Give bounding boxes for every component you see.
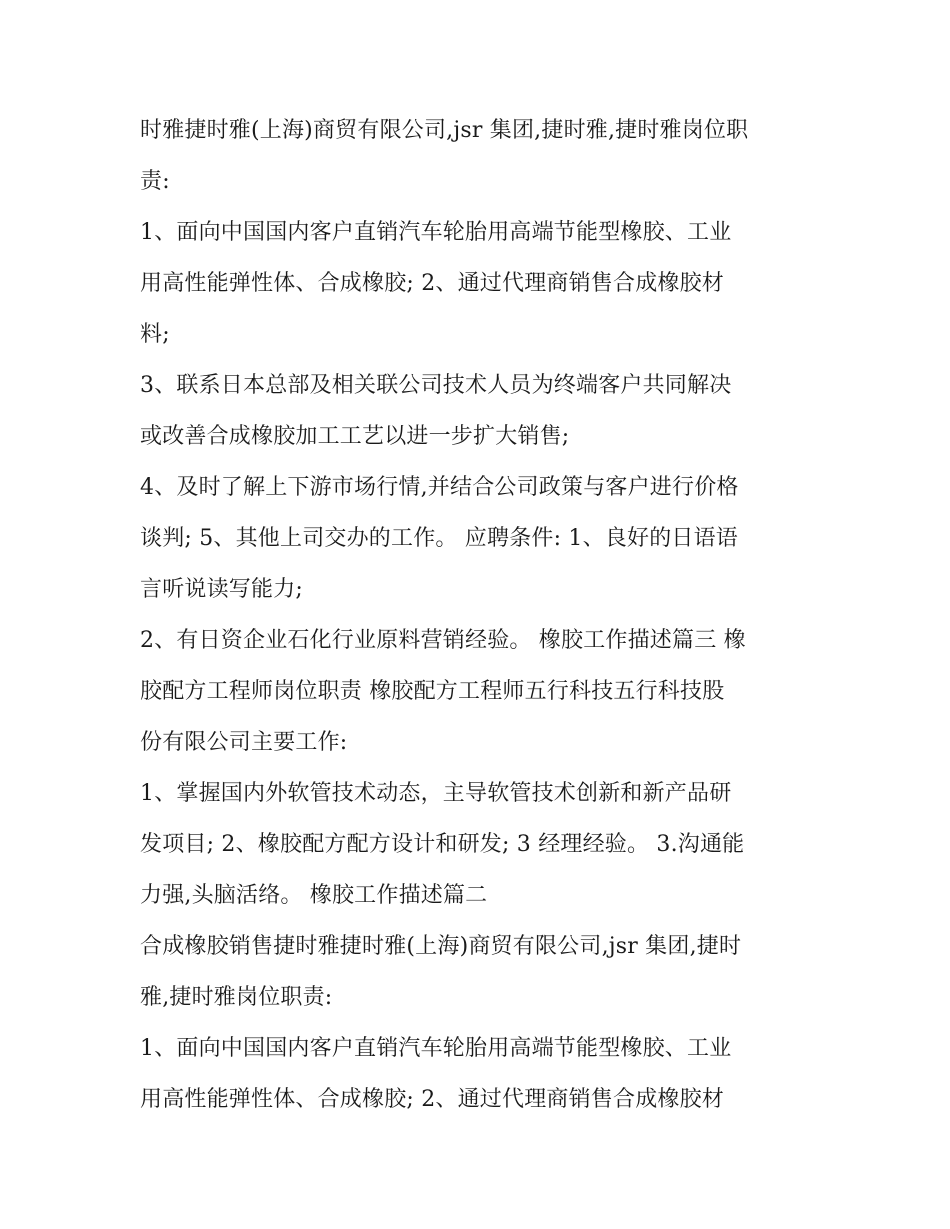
text-line: 发项目; 2、橡胶配方配方设计和研发; 3 经理经验。 3.沟通能: [140, 832, 745, 857]
text-line: 合成橡胶销售捷时雅捷时雅(上海)商贸有限公司,jsr 集团,捷时: [140, 934, 742, 959]
text-line: 1、掌握国内外软管技术动态，主导软管技术创新和新产品研: [140, 781, 732, 806]
text-line: 力强,头脑活络。 橡胶工作描述篇二: [140, 883, 488, 908]
text-line: 3、联系日本总部及相关联公司技术人员为终端客户共同解决: [140, 373, 732, 398]
text-line: 用高性能弹性体、合成橡胶; 2、通过代理商销售合成橡胶材: [140, 271, 725, 296]
text-line: 1、面向中国国内客户直销汽车轮胎用高端节能型橡胶、工业: [140, 220, 732, 245]
text-line: 胶配方工程师岗位职责 橡胶配方工程师五行科技五行科技股: [140, 679, 725, 704]
text-line: 谈判; 5、其他上司交办的工作。 应聘条件: 1、良好的日语语: [140, 526, 738, 551]
text-line: 或改善合成橡胶加工工艺以进一步扩大销售;: [140, 424, 570, 449]
document-body: [140, 105, 820, 1125]
text-line: 用高性能弹性体、合成橡胶; 2、通过代理商销售合成橡胶材: [140, 1087, 725, 1112]
text-line: 责:: [140, 169, 170, 194]
text-line: 1、面向中国国内客户直销汽车轮胎用高端节能型橡胶、工业: [140, 1036, 732, 1061]
text-line: 4、及时了解上下游市场行情,并结合公司政策与客户进行价格: [140, 475, 739, 500]
text-line: 言听说读写能力;: [140, 577, 304, 602]
text-line: 料;: [140, 322, 170, 347]
text-line: 2、有日资企业石化行业原料营销经验。 橡胶工作描述篇三 橡: [140, 628, 746, 653]
text-line: 雅,捷时雅岗位职责:: [140, 985, 333, 1010]
text-line: 时雅捷时雅(上海)商贸有限公司,jsr 集团,捷时雅,捷时雅岗位职: [140, 118, 749, 143]
text-line: 份有限公司主要工作:: [140, 730, 348, 755]
